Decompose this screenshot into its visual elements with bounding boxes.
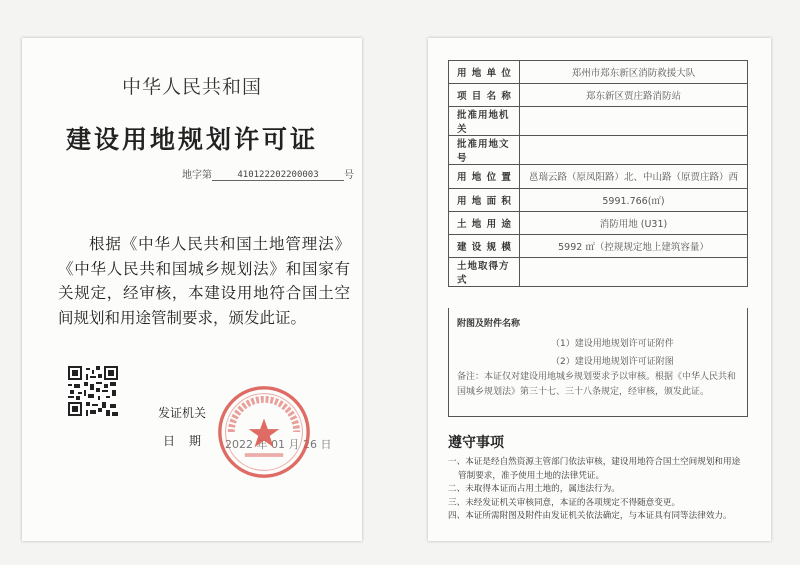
- rule-item: 一、本证是经自然资源主管部门依法审核，建设用地符合国土空间规划和用途管制要求，准予使用土地的法律凭证。: [448, 457, 741, 481]
- row-value: 邕瑞云路（原凤阳路）北、中山路（原贾庄路）西: [520, 165, 748, 188]
- qr-code-icon: [68, 366, 118, 416]
- rule-item: 四、本证所需附图及附件由发证机关依法确定，与本证具有同等法律效力。: [448, 511, 732, 522]
- row-label: 批准用地机关: [449, 107, 520, 136]
- table-row: [449, 61, 748, 84]
- remarks-note: 备注：本证仅对建设用地城乡规划要求予以审核。根据《中华人民共和国城乡规划法》第三十七、三十八条规定，经审核，颁发此证。: [457, 372, 737, 397]
- rules-heading: 遵守事项: [448, 435, 504, 451]
- table-row: [449, 258, 748, 287]
- official-seal-icon: [216, 384, 312, 480]
- table-row: [449, 165, 748, 188]
- rules-list: [448, 456, 748, 524]
- row-label: 用 地 位 置: [449, 165, 520, 188]
- issuer-label: 发证机关: [158, 406, 207, 420]
- row-label: 土地取得方式: [449, 258, 520, 287]
- code-prefix: 地字第: [182, 170, 212, 181]
- row-value: [520, 136, 748, 165]
- certificate-body: 根据《中华人民共和国土地管理法》《中华人民共和国城乡规划法》和国家有关规定，经审核，本建设用地符合国土空间规划和用途管制要求，颁发此证。: [58, 235, 350, 327]
- issue-date: 2022 年 01 月 26 日: [225, 438, 332, 451]
- rule-item: 三、未经发证机关审核同意，本证的各项规定不得随意变更。: [448, 497, 681, 508]
- land-info-table: [448, 60, 748, 287]
- code-value: 410122202200003: [212, 170, 344, 181]
- certificate-number: [182, 166, 354, 181]
- attachments-box: [448, 308, 748, 417]
- row-value: 5991.766(㎡): [520, 188, 748, 211]
- certificate-back-page: [428, 38, 771, 541]
- table-row: [449, 234, 748, 257]
- row-value: [520, 258, 748, 287]
- code-suffix: 号: [344, 170, 354, 181]
- certificate-front-page: [22, 38, 362, 541]
- certificate-title: 建设用地规划许可证: [65, 125, 318, 154]
- attachment-item-1: （1）建设用地规划许可证附件: [551, 339, 674, 349]
- row-label: 土 地 用 途: [449, 211, 520, 234]
- row-value: 郑州市郑东新区消防救援大队: [520, 61, 748, 84]
- row-value: 5992 ㎡（控规规定地上建筑容量）: [520, 234, 748, 257]
- row-label: 用 地 面 积: [449, 188, 520, 211]
- country-name: 中华人民共和国: [121, 76, 262, 98]
- table-row: [449, 136, 748, 165]
- row-label: 用 地 单 位: [449, 61, 520, 84]
- table-row: [449, 84, 748, 107]
- table-row: [449, 211, 748, 234]
- table-row: [449, 107, 748, 136]
- row-value: 消防用地 (U31): [520, 211, 748, 234]
- rule-item: 二、未取得本证而占用土地的，属违法行为。: [448, 484, 620, 495]
- row-label: 项 目 名 称: [449, 84, 520, 107]
- attachment-item-2: （2）建设用地规划许可证附图: [551, 357, 674, 367]
- row-value: 郑东新区贾庄路消防站: [520, 84, 748, 107]
- attachments-heading: 附图及附件名称: [457, 319, 521, 329]
- date-label: 日期: [163, 434, 216, 448]
- table-row: [449, 188, 748, 211]
- row-label: 批准用地文号: [449, 136, 520, 165]
- row-value: [520, 107, 748, 136]
- row-label: 建 设 规 模: [449, 234, 520, 257]
